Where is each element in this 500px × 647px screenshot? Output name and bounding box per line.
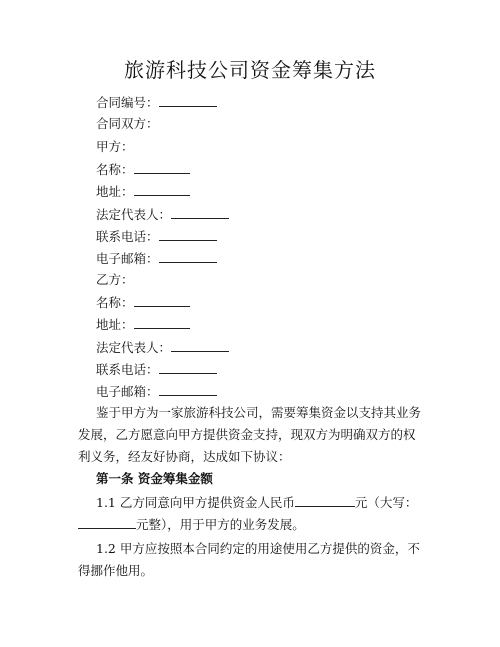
clause-text: 1.1 乙方同意向甲方提供资金人民币: [96, 495, 295, 510]
fill-in-blank[interactable]: [134, 316, 190, 329]
clause-text: 元（大写：: [354, 495, 418, 510]
field-party-a-address: [96, 183, 190, 200]
fill-in-blank[interactable]: [134, 161, 190, 174]
field-parties: [96, 116, 159, 132]
clause-1-2: 1.2 甲方应按照本合同约定的用途使用乙方提供的资金，不得挪作他用。: [78, 541, 420, 578]
fill-in-blank[interactable]: [134, 183, 190, 196]
field-party-b: [96, 272, 134, 288]
clause-1-1: [78, 492, 423, 536]
field-contract-number: [96, 94, 217, 111]
fill-in-blank[interactable]: [159, 361, 217, 374]
field-label: 名称：: [96, 162, 134, 177]
document-title: 旅游科技公司资金筹集方法: [124, 58, 376, 82]
fill-in-blank[interactable]: [171, 206, 229, 219]
field-party-a: [96, 139, 134, 155]
field-label: 电子邮箱：: [96, 384, 159, 399]
field-label: 联系电话：: [96, 362, 159, 377]
fill-in-blank[interactable]: [159, 94, 217, 107]
field-label: 地址：: [96, 184, 134, 199]
field-label: 合同编号：: [96, 95, 159, 110]
field-label: 电子邮箱：: [96, 251, 159, 266]
field-label: 合同双方：: [96, 116, 159, 131]
amount-blank[interactable]: [295, 494, 355, 507]
field-party-a-name: [96, 161, 190, 178]
field-party-a-email: [96, 250, 217, 267]
field-label: 法定代表人：: [96, 207, 172, 222]
preamble-paragraph: 鉴于甲方为一家旅游科技公司，需要筹集资金以支持其业务发展，乙方愿意向甲方提供资金支持，现双方为明确双方的权利义务，经友好协商，达成如下协议：: [78, 405, 422, 464]
field-label: 法定代表人：: [96, 340, 172, 355]
clause-text: 元整），用于甲方的业务发展。: [136, 517, 305, 532]
field-label: 地址：: [96, 317, 134, 332]
fill-in-blank[interactable]: [159, 250, 217, 263]
amount-uppercase-blank[interactable]: [78, 516, 136, 529]
field-party-b-address: [96, 316, 190, 333]
article-1-heading: [96, 468, 441, 490]
field-party-b-representative: [96, 339, 229, 356]
field-label: 名称：: [96, 295, 134, 310]
field-party-a-representative: [96, 206, 229, 223]
article-heading-text: 第一条 资金筹集金额: [96, 471, 213, 486]
fill-in-blank[interactable]: [134, 294, 190, 307]
field-label: 乙方：: [96, 272, 134, 287]
field-label: 甲方：: [96, 139, 134, 154]
field-party-a-phone: [96, 228, 217, 245]
field-label: 联系电话：: [96, 229, 159, 244]
field-party-b-name: [96, 294, 190, 311]
field-party-b-phone: [96, 361, 217, 378]
fill-in-blank[interactable]: [159, 228, 217, 241]
fill-in-blank[interactable]: [171, 339, 229, 352]
